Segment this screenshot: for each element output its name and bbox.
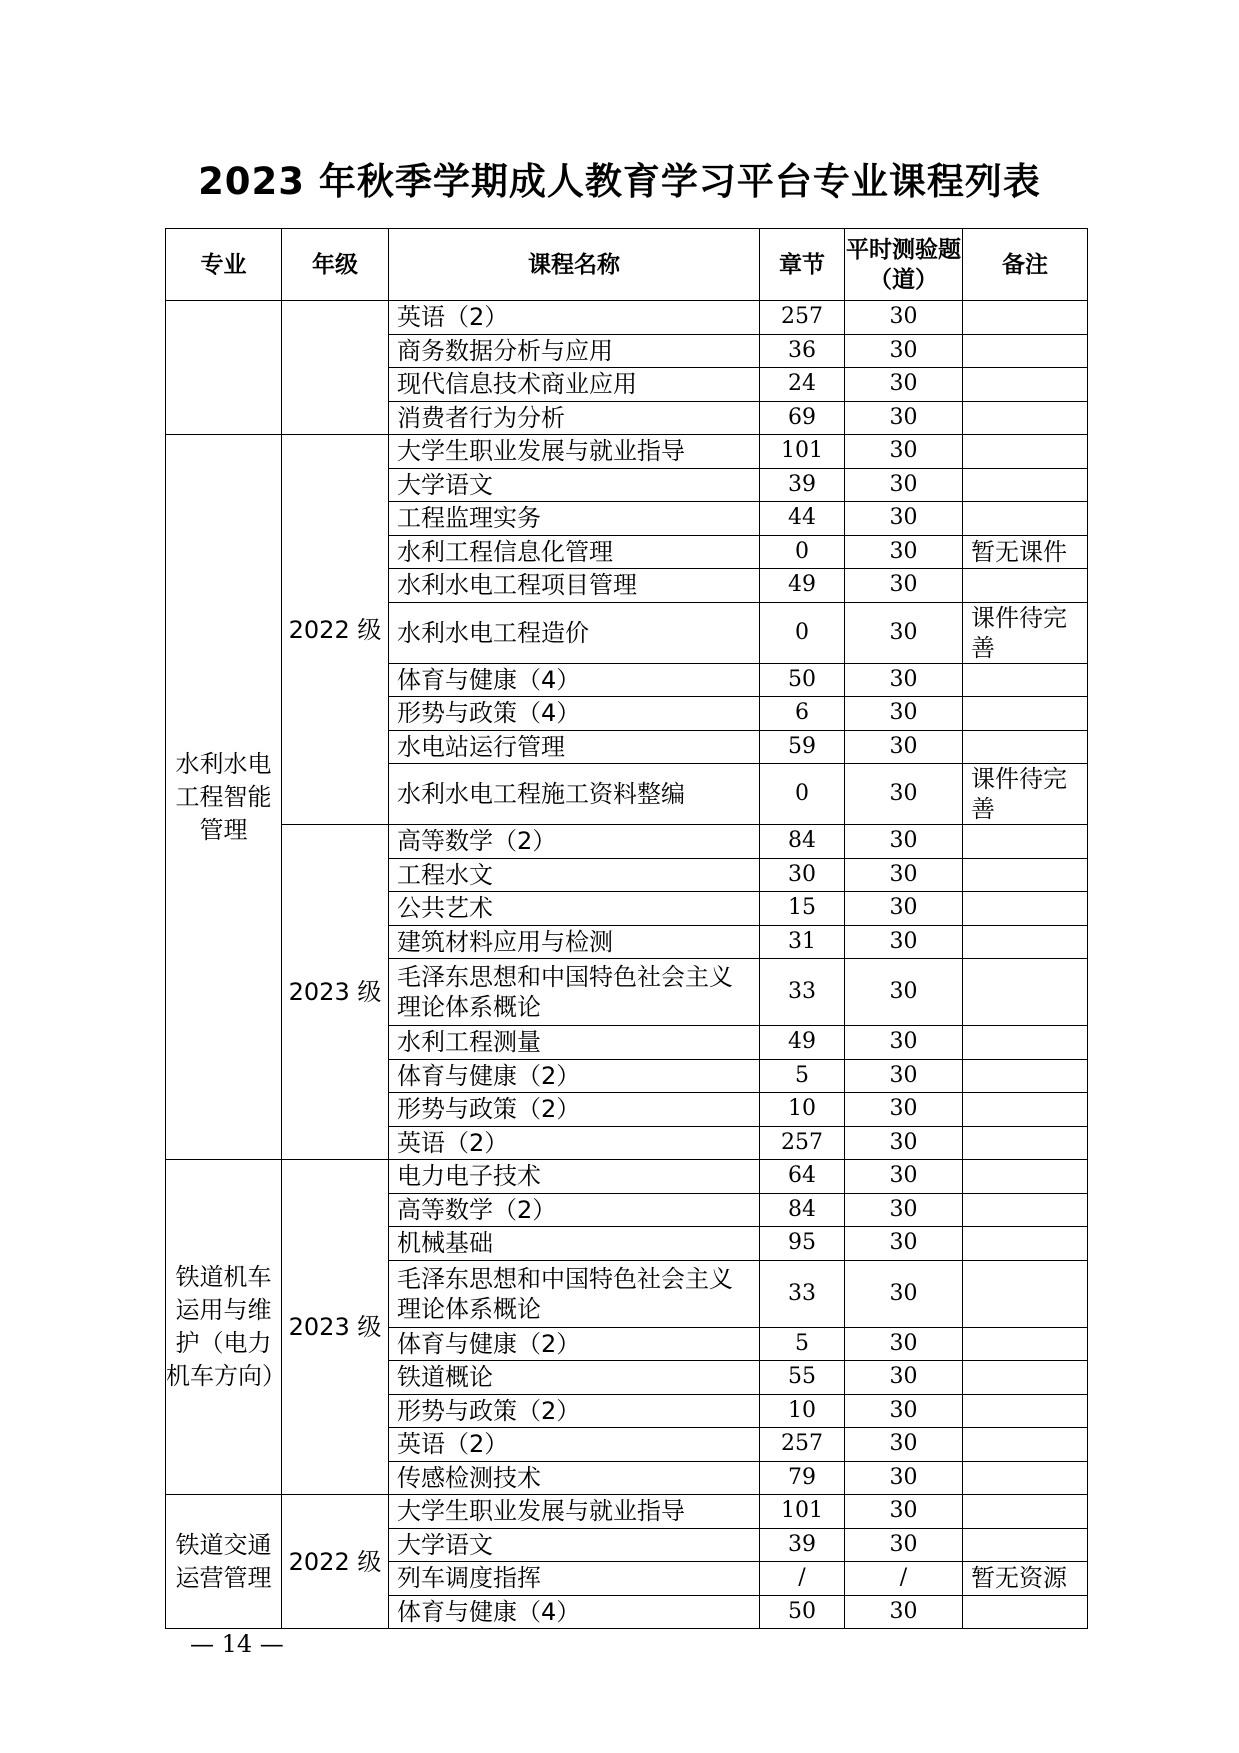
- quiz-count-cell: 30: [845, 959, 963, 1026]
- chapters-cell: 10: [760, 1394, 845, 1428]
- header-quiz-count: 平时测验题（道）: [845, 229, 963, 301]
- quiz-count-cell: 30: [845, 663, 963, 697]
- course-name-cell: 体育与健康（4）: [389, 663, 760, 697]
- quiz-count-cell: 30: [845, 764, 963, 825]
- remark-cell: [963, 1126, 1088, 1160]
- chapters-cell: 5: [760, 1059, 845, 1093]
- chapters-cell: 257: [760, 1126, 845, 1160]
- course-name-cell: 传感检测技术: [389, 1461, 760, 1495]
- course-name-cell: 现代信息技术商业应用: [389, 368, 760, 402]
- chapters-cell: 0: [760, 764, 845, 825]
- course-name-cell: 体育与健康（2）: [389, 1327, 760, 1361]
- quiz-count-cell: 30: [845, 1227, 963, 1261]
- quiz-count-cell: 30: [845, 892, 963, 926]
- quiz-count-cell: 30: [845, 535, 963, 569]
- quiz-count-cell: 30: [845, 1193, 963, 1227]
- chapters-cell: 39: [760, 468, 845, 502]
- remark-cell: 暂无课件: [963, 535, 1088, 569]
- quiz-count-cell: 30: [845, 1160, 963, 1194]
- quiz-count-cell: 30: [845, 301, 963, 335]
- course-name-cell: 大学语文: [389, 1528, 760, 1562]
- course-name-cell: 形势与政策（4）: [389, 697, 760, 731]
- chapters-cell: /: [760, 1562, 845, 1596]
- remark-cell: [963, 925, 1088, 959]
- quiz-count-cell: 30: [845, 1528, 963, 1562]
- chapters-cell: 0: [760, 535, 845, 569]
- chapters-cell: 39: [760, 1528, 845, 1562]
- remark-cell: [963, 1394, 1088, 1428]
- table-row: [166, 825, 1088, 859]
- remark-cell: [963, 1595, 1088, 1629]
- chapters-cell: 101: [760, 1495, 845, 1529]
- table-row: [166, 435, 1088, 469]
- chapters-cell: 84: [760, 1193, 845, 1227]
- chapters-cell: 49: [760, 569, 845, 603]
- course-name-cell: 大学生职业发展与就业指导: [389, 435, 760, 469]
- quiz-count-cell: 30: [845, 1327, 963, 1361]
- chapters-cell: 0: [760, 602, 845, 663]
- remark-cell: [963, 892, 1088, 926]
- remark-cell: [963, 368, 1088, 402]
- remark-cell: 暂无资源: [963, 1562, 1088, 1596]
- chapters-cell: 69: [760, 401, 845, 435]
- chapters-cell: 5: [760, 1327, 845, 1361]
- quiz-count-cell: /: [845, 1562, 963, 1596]
- course-name-cell: 水利水电工程项目管理: [389, 569, 760, 603]
- remark-cell: [963, 334, 1088, 368]
- major-cell: 水利水电工程智能管理: [166, 435, 282, 1160]
- course-name-cell: 铁道概论: [389, 1361, 760, 1395]
- remark-cell: [963, 1428, 1088, 1462]
- course-name-cell: 列车调度指挥: [389, 1562, 760, 1596]
- quiz-count-cell: 30: [845, 697, 963, 731]
- remark-cell: [963, 1361, 1088, 1395]
- remark-cell: [963, 1093, 1088, 1127]
- remark-cell: [963, 1193, 1088, 1227]
- quiz-count-cell: 30: [845, 1126, 963, 1160]
- remark-cell: [963, 301, 1088, 335]
- quiz-count-cell: 30: [845, 1595, 963, 1629]
- chapters-cell: 59: [760, 730, 845, 764]
- course-table: [165, 228, 1088, 1629]
- course-name-cell: 工程监理实务: [389, 502, 760, 536]
- course-name-cell: 水利水电工程施工资料整编: [389, 764, 760, 825]
- quiz-count-cell: 30: [845, 925, 963, 959]
- chapters-cell: 24: [760, 368, 845, 402]
- course-name-cell: 水利工程测量: [389, 1026, 760, 1060]
- remark-cell: [963, 1528, 1088, 1562]
- course-name-cell: 商务数据分析与应用: [389, 334, 760, 368]
- course-name-cell: 水电站运行管理: [389, 730, 760, 764]
- quiz-count-cell: 30: [845, 1361, 963, 1395]
- course-name-cell: 高等数学（2）: [389, 825, 760, 859]
- quiz-count-cell: 30: [845, 468, 963, 502]
- course-name-cell: 毛泽东思想和中国特色社会主义理论体系概论: [389, 1260, 760, 1327]
- course-name-cell: 体育与健康（4）: [389, 1595, 760, 1629]
- quiz-count-cell: 30: [845, 602, 963, 663]
- quiz-count-cell: 30: [845, 401, 963, 435]
- remark-cell: [963, 468, 1088, 502]
- remark-cell: [963, 1260, 1088, 1327]
- course-name-cell: 消费者行为分析: [389, 401, 760, 435]
- chapters-cell: 31: [760, 925, 845, 959]
- major-cell: 铁道交通运营管理: [166, 1495, 282, 1629]
- quiz-count-cell: 30: [845, 1461, 963, 1495]
- chapters-cell: 79: [760, 1461, 845, 1495]
- remark-cell: [963, 502, 1088, 536]
- course-name-cell: 公共艺术: [389, 892, 760, 926]
- quiz-count-cell: 30: [845, 502, 963, 536]
- remark-cell: [963, 1059, 1088, 1093]
- remark-cell: [963, 858, 1088, 892]
- table-header-row: [166, 229, 1088, 301]
- course-name-cell: 水利工程信息化管理: [389, 535, 760, 569]
- table-row: [166, 301, 1088, 335]
- chapters-cell: 95: [760, 1227, 845, 1261]
- chapters-cell: 50: [760, 663, 845, 697]
- quiz-count-cell: 30: [845, 569, 963, 603]
- remark-cell: [963, 1160, 1088, 1194]
- quiz-count-cell: 30: [845, 1026, 963, 1060]
- course-name-cell: 大学生职业发展与就业指导: [389, 1495, 760, 1529]
- quiz-count-cell: 30: [845, 334, 963, 368]
- grade-cell: 2023 级: [282, 825, 389, 1160]
- remark-cell: 课件待完善: [963, 764, 1088, 825]
- quiz-count-cell: 30: [845, 1394, 963, 1428]
- course-name-cell: 毛泽东思想和中国特色社会主义理论体系概论: [389, 959, 760, 1026]
- chapters-cell: 10: [760, 1093, 845, 1127]
- quiz-count-cell: 30: [845, 1260, 963, 1327]
- chapters-cell: 15: [760, 892, 845, 926]
- grade-cell: [282, 301, 389, 435]
- course-name-cell: 建筑材料应用与检测: [389, 925, 760, 959]
- major-cell: 铁道机车运用与维护（电力机车方向）: [166, 1160, 282, 1495]
- quiz-count-cell: 30: [845, 1428, 963, 1462]
- remark-cell: [963, 1495, 1088, 1529]
- remark-cell: [963, 1227, 1088, 1261]
- grade-cell: 2023 级: [282, 1160, 389, 1495]
- chapters-cell: 36: [760, 334, 845, 368]
- chapters-cell: 44: [760, 502, 845, 536]
- course-name-cell: 电力电子技术: [389, 1160, 760, 1194]
- chapters-cell: 49: [760, 1026, 845, 1060]
- quiz-count-cell: 30: [845, 1495, 963, 1529]
- header-chapters: 章节: [760, 229, 845, 301]
- chapters-cell: 33: [760, 1260, 845, 1327]
- chapters-cell: 6: [760, 697, 845, 731]
- chapters-cell: 257: [760, 1428, 845, 1462]
- course-name-cell: 机械基础: [389, 1227, 760, 1261]
- header-grade: 年级: [282, 229, 389, 301]
- course-name-cell: 高等数学（2）: [389, 1193, 760, 1227]
- remark-cell: [963, 697, 1088, 731]
- quiz-count-cell: 30: [845, 825, 963, 859]
- quiz-count-cell: 30: [845, 368, 963, 402]
- remark-cell: 课件待完善: [963, 602, 1088, 663]
- remark-cell: [963, 569, 1088, 603]
- quiz-count-cell: 30: [845, 1093, 963, 1127]
- remark-cell: [963, 959, 1088, 1026]
- chapters-cell: 55: [760, 1361, 845, 1395]
- course-name-cell: 英语（2）: [389, 1428, 760, 1462]
- course-name-cell: 工程水文: [389, 858, 760, 892]
- grade-cell: 2022 级: [282, 1495, 389, 1629]
- header-remark: 备注: [963, 229, 1088, 301]
- remark-cell: [963, 730, 1088, 764]
- remark-cell: [963, 825, 1088, 859]
- remark-cell: [963, 401, 1088, 435]
- remark-cell: [963, 435, 1088, 469]
- course-name-cell: 大学语文: [389, 468, 760, 502]
- chapters-cell: 50: [760, 1595, 845, 1629]
- major-cell: [166, 301, 282, 435]
- quiz-count-cell: 30: [845, 730, 963, 764]
- chapters-cell: 64: [760, 1160, 845, 1194]
- chapters-cell: 257: [760, 301, 845, 335]
- course-name-cell: 英语（2）: [389, 1126, 760, 1160]
- quiz-count-cell: 30: [845, 1059, 963, 1093]
- document-title: 2023 年秋季学期成人教育学习平台专业课程列表: [198, 160, 1041, 203]
- chapters-cell: 101: [760, 435, 845, 469]
- quiz-count-cell: 30: [845, 435, 963, 469]
- chapters-cell: 30: [760, 858, 845, 892]
- quiz-count-cell: 30: [845, 858, 963, 892]
- grade-cell: 2022 级: [282, 435, 389, 825]
- chapters-cell: 33: [760, 959, 845, 1026]
- table-row: [166, 1495, 1088, 1529]
- course-name-cell: 形势与政策（2）: [389, 1093, 760, 1127]
- course-name-cell: 体育与健康（2）: [389, 1059, 760, 1093]
- course-name-cell: 水利水电工程造价: [389, 602, 760, 663]
- remark-cell: [963, 663, 1088, 697]
- remark-cell: [963, 1461, 1088, 1495]
- table-body: [166, 301, 1088, 1629]
- table-row: [166, 1160, 1088, 1194]
- course-name-cell: 形势与政策（2）: [389, 1394, 760, 1428]
- header-major: 专业: [166, 229, 282, 301]
- remark-cell: [963, 1026, 1088, 1060]
- chapters-cell: 84: [760, 825, 845, 859]
- page-number: — 14 —: [190, 1630, 284, 1658]
- remark-cell: [963, 1327, 1088, 1361]
- course-name-cell: 英语（2）: [389, 301, 760, 335]
- header-course-name: 课程名称: [389, 229, 760, 301]
